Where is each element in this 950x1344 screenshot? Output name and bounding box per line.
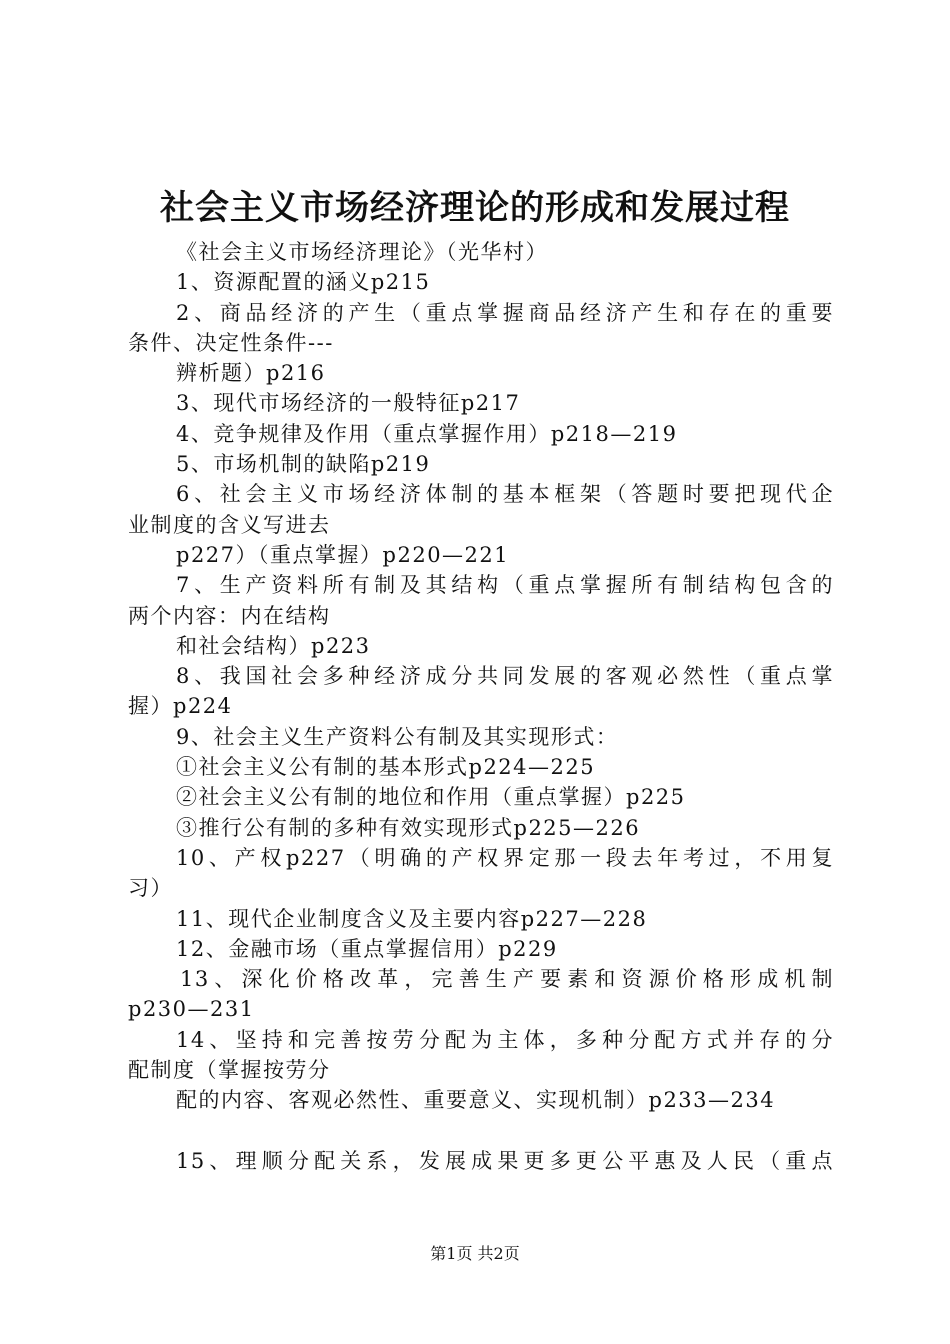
item-6-cont: p227）（重点掌握）p220—221 — [176, 542, 510, 567]
item-10-cont: 习） — [128, 876, 173, 901]
page-title: 社会主义市场经济理论的形成和发展过程 — [160, 188, 790, 228]
item-12: 12、金融市场（重点掌握信用）p229 — [176, 936, 558, 961]
item-6-cont: 业制度的含义写进去 — [128, 512, 331, 537]
item-9: 9、社会主义生产资料公有制及其实现形式： — [176, 724, 619, 749]
document-body — [128, 237, 834, 1176]
item-8: 8、我国社会多种经济成分共同发展的客观必然性（重点掌 — [176, 664, 834, 689]
item-5: 5、市场机制的缺陷p219 — [176, 452, 431, 477]
item-13-cont: p230—231 — [128, 997, 255, 1022]
item-15: 15、理顺分配关系，发展成果更多更公平惠及人民（重点 — [176, 1148, 834, 1173]
item-4: 4、竞争规律及作用（重点掌握作用）p218—219 — [176, 421, 678, 446]
item-1: 1、资源配置的涵义p215 — [176, 270, 431, 295]
item-14-cont: 配的内容、客观必然性、重要意义、实现机制）p233—234 — [176, 1088, 776, 1113]
item-9-sub-1: ①社会主义公有制的基本形式p224—225 — [176, 755, 596, 780]
item-7: 7、生产资料所有制及其结构（重点掌握所有制结构包含的 — [176, 573, 834, 598]
page-footer: 第1页 共2页 — [430, 1244, 520, 1263]
item-3: 3、现代市场经济的一般特征p217 — [176, 391, 521, 416]
item-11: 11、现代企业制度含义及主要内容p227—228 — [176, 906, 648, 931]
item-14-cont: 配制度（掌握按劳分 — [128, 1058, 331, 1083]
item-9-sub-2: ②社会主义公有制的地位和作用（重点掌握）p225 — [176, 785, 686, 810]
item-9-sub-3: ③推行公有制的多种有效实现形式p225—226 — [176, 815, 641, 840]
item-7-cont: 和社会结构）p223 — [176, 633, 371, 658]
item-10: 10、产权p227（明确的产权界定那一段去年考过，不用复 — [176, 845, 834, 870]
item-2-cont: 辨析题）p216 — [176, 361, 326, 386]
item-6: 6、社会主义市场经济体制的基本框架（答题时要把现代企 — [176, 482, 834, 507]
item-7-cont: 两个内容：内在结构 — [128, 603, 331, 628]
item-2: 2、商品经济的产生（重点掌握商品经济产生和存在的重要 — [176, 300, 834, 325]
paragraph-gap — [128, 1116, 834, 1146]
item-8-cont: 握）p224 — [128, 694, 233, 719]
item-2-cont: 条件、决定性条件--- — [128, 330, 334, 355]
subtitle-line: 《社会主义市场经济理论》（光华村） — [176, 240, 548, 264]
item-14: 14、坚持和完善按劳分配为主体，多种分配方式并存的分 — [176, 1027, 834, 1052]
item-13: 13、深化价格改革，完善生产要素和资源价格形成机制 — [180, 967, 834, 992]
